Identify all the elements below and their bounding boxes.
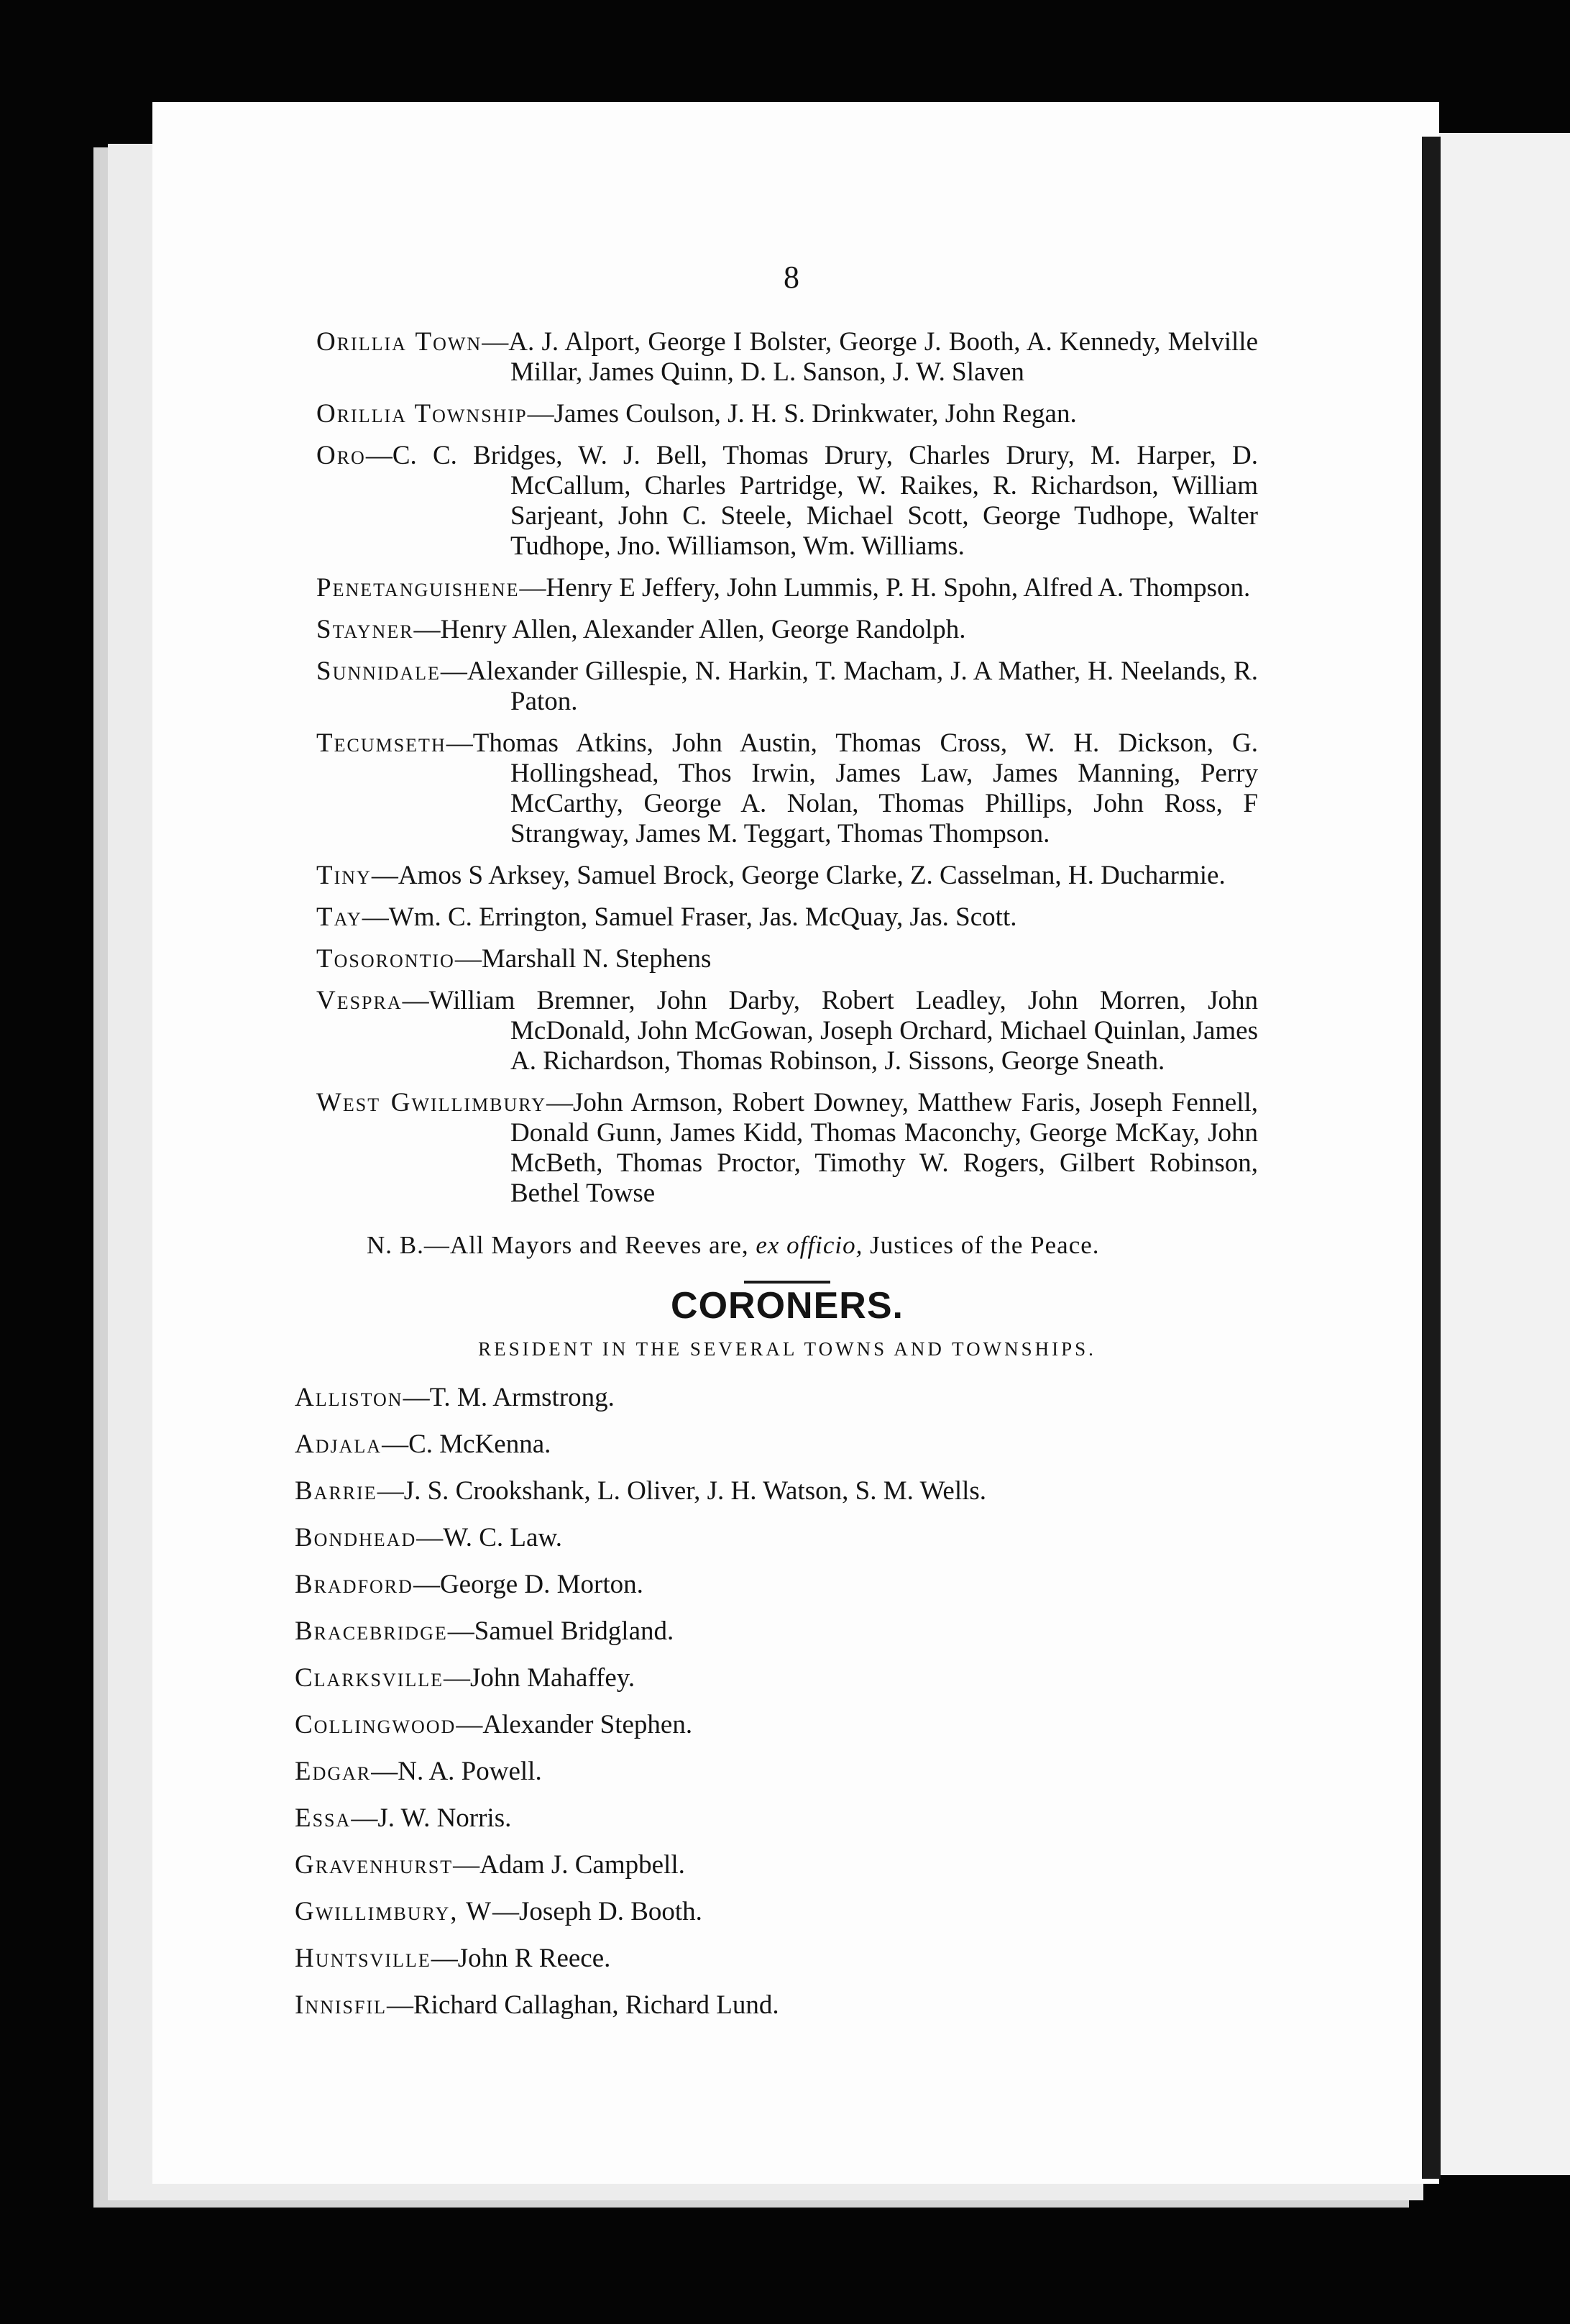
coroners-heading: CORONERS. [671, 1285, 904, 1327]
person-names: —W. C. Law. [416, 1523, 563, 1552]
magistrate-entry [316, 327, 1258, 388]
place-name: Essa [295, 1803, 352, 1833]
place-name: Tay [316, 902, 362, 932]
person-names: —N. A. Powell. [371, 1757, 542, 1786]
place-name: Penetanguishene [316, 573, 520, 603]
place-name: Edgar [295, 1757, 372, 1786]
page-content [295, 327, 1258, 2037]
coroner-entry [295, 1710, 1258, 1740]
place-name: Sunnidale [316, 657, 441, 686]
note-prefix: N. B.—All Mayors and Reeves are, [367, 1231, 749, 1259]
note-italic: ex officio, [756, 1231, 863, 1259]
place-name: Adjala [295, 1429, 382, 1459]
place-name: Barrie [295, 1476, 377, 1506]
book-spine [1422, 137, 1441, 2179]
person-names: —James Coulson, J. H. S. Drinkwater, John Regan. [527, 399, 1077, 429]
place-name: West Gwillimbury [316, 1088, 546, 1117]
person-names: —Henry E Jeffery, John Lummis, P. H. Spohn, Alfred A. Thompson. [519, 573, 1251, 603]
magistrate-entry [316, 615, 1258, 645]
magistrate-entry [316, 399, 1258, 429]
magistrate-entry [316, 728, 1258, 849]
person-names: —T. M. Armstrong. [403, 1383, 615, 1412]
facing-page [1434, 133, 1570, 2175]
person-names: —Henry Allen, Alexander Allen, George Randolph. [413, 615, 966, 644]
section-divider [744, 1281, 830, 1284]
coroner-entry [295, 1663, 1258, 1693]
person-names: —Amos S Arksey, Samuel Brock, George Clarke, Z. Casselman, H. Ducharmie. [371, 861, 1226, 890]
place-name: Bracebridge [295, 1616, 448, 1646]
place-name: Vespra [316, 986, 403, 1015]
person-names: —George D. Morton. [413, 1570, 643, 1599]
person-names: —Joseph D. Booth. [492, 1897, 702, 1926]
person-names: —John Armson, Robert Downey, Matthew Faris, Joseph Fennell, Donald Gunn, James Kidd, Thomas Maconchy, George McKay, John McBeth, Thomas Proctor, Timothy W. Rogers, Gilbert Robinson, Bethel Towse [510, 1088, 1258, 1208]
page-number: 8 [784, 260, 799, 295]
coroner-entry [295, 1944, 1258, 1974]
person-names: —Alexander Stephen. [456, 1710, 693, 1739]
place-name: Alliston [295, 1383, 403, 1412]
place-name: Oro [316, 441, 366, 470]
person-names: —Marshall N. Stephens [454, 944, 712, 974]
person-names: —John R Reece. [431, 1944, 611, 1973]
person-names: —Adam J. Campbell. [453, 1850, 685, 1880]
coroners-list [295, 1383, 1258, 2021]
magistrate-entry [316, 573, 1258, 603]
place-name: Orillia Township [316, 399, 528, 429]
place-name: Orillia Town [316, 327, 482, 357]
coroner-entry [295, 1757, 1258, 1787]
magistrate-entry [316, 861, 1258, 891]
person-names: —Wm. C. Errington, Samuel Fraser, Jas. McQuay, Jas. Scott. [362, 902, 1017, 932]
coroner-entry [295, 1429, 1258, 1460]
place-name: Innisfil [295, 1990, 387, 2020]
person-names: —Samuel Bridgland. [447, 1616, 674, 1646]
person-names: —Alexander Gillespie, N. Harkin, T. Macham, J. A Mather, H. Neelands, R. Paton. [440, 657, 1258, 716]
magistrate-entry [316, 986, 1258, 1076]
magistrates-list [316, 327, 1258, 1209]
place-name: Huntsville [295, 1944, 431, 1973]
place-name: Tecumseth [316, 728, 446, 758]
person-names: —William Bremner, John Darby, Robert Leadley, John Morren, John McDonald, John McGowan, Joseph Orchard, Michael Quinlan, James A. Richardson, Thomas Robinson, J. Sissons, George Sneath. [402, 986, 1258, 1076]
person-names: —Thomas Atkins, John Austin, Thomas Cross, W. H. Dickson, G. Hollingshead, Thos Irwin, James Law, James Manning, Perry McCarthy, George A. Nolan, Thomas Phillips, John Ross, F Strangway, James M. Teggart, Thomas Thompson. [446, 728, 1258, 848]
place-name: Stayner [316, 615, 414, 644]
person-names: —J. W. Norris. [351, 1803, 512, 1833]
coroners-subheading: RESIDENT IN THE SEVERAL TOWNS AND TOWNSHIPS. [478, 1338, 1096, 1360]
place-name: Tiny [316, 861, 372, 890]
coroner-entry [295, 1476, 1258, 1506]
note-suffix: Justices of the Peace. [870, 1231, 1100, 1259]
person-names: —J. S. Crookshank, L. Oliver, J. H. Watson, S. M. Wells. [377, 1476, 987, 1506]
person-names: —Richard Callaghan, Richard Lund. [387, 1990, 779, 2020]
place-name: Tosorontio [316, 944, 455, 974]
magistrate-entry [316, 944, 1258, 974]
coroner-entry [295, 1803, 1258, 1834]
coroner-entry [295, 1897, 1258, 1927]
mayors-note [367, 1230, 1258, 1261]
person-names: —C. McKenna. [382, 1429, 551, 1459]
place-name: Clarksville [295, 1663, 444, 1693]
magistrate-entry [316, 441, 1258, 562]
coroner-entry [295, 1616, 1258, 1647]
person-names: —John Mahaffey. [444, 1663, 635, 1693]
place-name: Gwillimbury, W [295, 1897, 493, 1926]
place-name: Bradford [295, 1570, 413, 1599]
coroner-entry [295, 1383, 1258, 1413]
place-name: Gravenhurst [295, 1850, 454, 1880]
coroner-entry [295, 1523, 1258, 1553]
person-names: —C. C. Bridges, W. J. Bell, Thomas Drury, Charles Drury, M. Harper, D. McCallum, Charles Partridge, W. Raikes, R. Richardson, William Sarjeant, John C. Steele, Michael Scott, George Tudhope, Walter Tudhope, Jno. Williamson, Wm. Williams. [365, 441, 1258, 561]
magistrate-entry [316, 657, 1258, 717]
magistrate-entry [316, 1088, 1258, 1209]
coroner-entry [295, 1850, 1258, 1880]
place-name: Collingwood [295, 1710, 456, 1739]
person-names: —A. J. Alport, George I Bolster, George J. Booth, A. Kennedy, Melville Millar, James Quinn, D. L. Sanson, J. W. Slaven [482, 327, 1258, 387]
place-name: Bondhead [295, 1523, 417, 1552]
coroner-entry [295, 1990, 1258, 2021]
coroner-entry [295, 1570, 1258, 1600]
magistrate-entry [316, 902, 1258, 933]
